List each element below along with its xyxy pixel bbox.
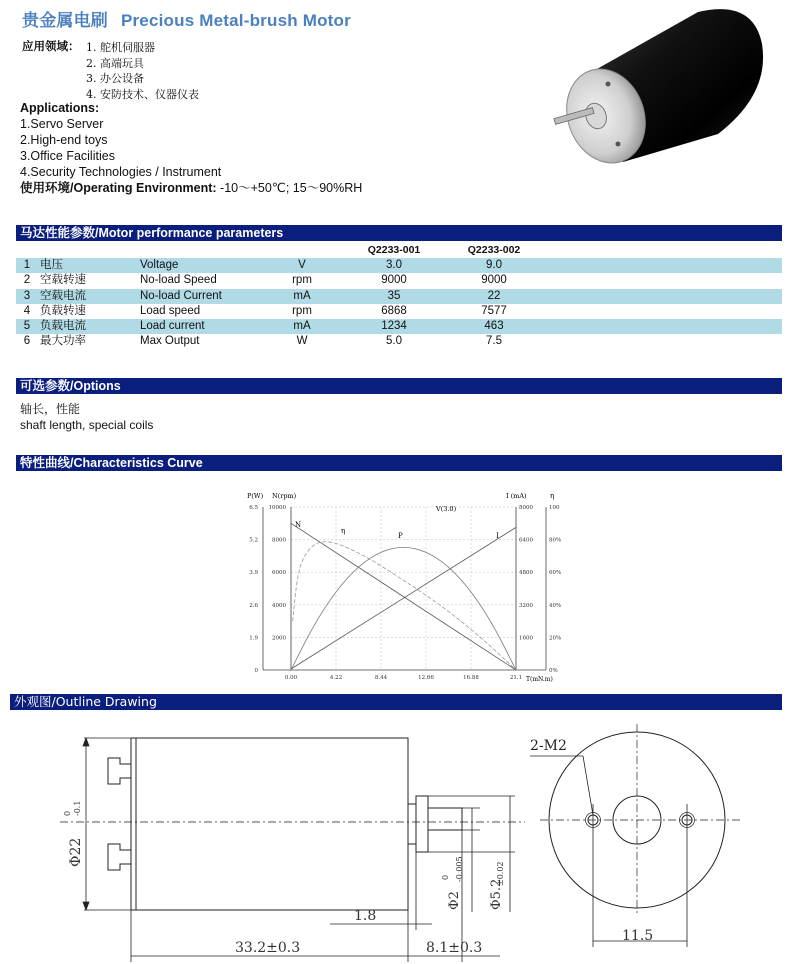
tick-label-n: 10000 <box>268 505 286 511</box>
mount-hole-icon <box>606 82 611 87</box>
row-name-en: No-load Current <box>140 289 260 304</box>
row-value-002: 7577 <box>481 304 507 317</box>
tick-label-p: 5.2 <box>249 537 258 544</box>
row-name-cn: 空载转速 <box>40 274 86 287</box>
row-number: 3 <box>16 289 38 304</box>
tick-label-n: 4000 <box>272 602 286 609</box>
dim-1-8: 1.8 <box>354 908 377 924</box>
row-value-002: 22 <box>444 289 544 304</box>
row-value-002: 463 <box>444 319 544 334</box>
row-value-001: 1234 <box>344 319 444 334</box>
dim-shaft-len: 8.1±0.3 <box>426 940 483 956</box>
row-name-en: Load current <box>140 319 260 334</box>
tick-label-i: 4800 <box>519 570 533 577</box>
tick-label-i: 1600 <box>519 635 533 642</box>
tick-label-n: 2000 <box>272 635 286 642</box>
curve-label-p: P <box>398 532 403 540</box>
tick-label-eta: 40% <box>549 602 562 609</box>
axis-label-n: N(rpm) <box>272 492 297 500</box>
tick-label-eta: 80% <box>549 537 562 544</box>
curve-note: V(3.0) <box>436 505 457 513</box>
axis-label-p: P(W) <box>247 492 264 500</box>
outline-drawing <box>0 712 804 964</box>
axis-label-t: T(mN.m) <box>526 676 553 683</box>
list-item: 2.High-end toys <box>20 133 108 147</box>
title-en: Precious Metal-brush Motor <box>120 11 351 30</box>
chart-series <box>291 523 516 670</box>
tick-label-n: 6000 <box>272 570 286 577</box>
options-line-cn: 轴长，性能 <box>20 402 81 416</box>
table-row <box>16 289 782 304</box>
row-number: 2 <box>23 274 31 287</box>
series-line-p <box>291 547 516 670</box>
row-unit: mA <box>260 319 344 334</box>
dimension-lines <box>83 738 515 962</box>
dim-length: 33.2±0.3 <box>235 940 301 956</box>
tick-label-eta: 20% <box>549 635 562 642</box>
operating-environment <box>20 180 362 196</box>
mount-hole-icon <box>616 142 621 147</box>
applications-cn-label: 应用领域： <box>22 41 80 53</box>
row-name-en: No-load Speed <box>140 274 217 287</box>
curve-label-eta: η <box>341 527 346 535</box>
options-text <box>20 401 153 433</box>
dim-hole-label: 2-M2 <box>530 738 567 754</box>
row-value-001: 5.0 <box>386 335 402 348</box>
tick-label-t: 8.44 <box>374 675 388 681</box>
tick-label-t: 4.22 <box>329 675 343 681</box>
list-item: 4.Security Technologies / Instrument <box>20 165 222 179</box>
dim-diameter-tol-top: 0 <box>63 810 72 816</box>
row-unit: V <box>260 258 344 273</box>
list-item: 1. 舵机伺服器 <box>86 41 155 54</box>
tick-label-p: 1.9 <box>249 635 258 642</box>
motor-side-view <box>60 738 525 910</box>
row-name-cn: 空载电流 <box>38 289 140 304</box>
curve-label-n: N <box>295 521 302 529</box>
table-header-row <box>16 243 782 258</box>
section-bar-performance <box>16 225 782 241</box>
section-bar-outline <box>10 694 782 710</box>
performance-table <box>16 243 782 349</box>
row-unit: W <box>296 335 308 348</box>
row-number: 4 <box>23 304 31 317</box>
section-bar-options <box>16 378 782 394</box>
list-item: 2. 高端玩具 <box>86 56 144 70</box>
row-name-cn: 负载转速 <box>40 304 86 317</box>
dim-diameter-tol-bot: -0.1 <box>73 800 82 816</box>
tick-label-p: 6.5 <box>249 505 258 511</box>
row-name-cn: 负载电流 <box>38 319 140 334</box>
dim-shaft-dia: Φ2 <box>447 891 462 910</box>
row-number: 5 <box>16 319 38 334</box>
dim-boss-dia: Φ5.2 <box>489 878 504 910</box>
applications-en <box>20 100 362 196</box>
column-header: Q2233-002 <box>467 244 521 257</box>
list-item: 1.Servo Server <box>20 117 104 131</box>
table-row <box>16 304 782 319</box>
chart-ticks <box>249 505 561 681</box>
applications-cn-list <box>86 40 199 102</box>
row-unit: rpm <box>292 304 312 317</box>
row-value-002: 9.0 <box>444 258 544 273</box>
tick-label-eta: 60% <box>549 570 562 577</box>
dim-shaft-tol-top: 0 <box>441 874 450 880</box>
tick-label-p: 2.6 <box>249 602 258 609</box>
tick-label-t: 12.66 <box>418 675 434 681</box>
row-name-cn: 电压 <box>38 258 140 273</box>
row-name-cn: 最大功率 <box>40 335 86 348</box>
tick-label-t: 21.1 <box>509 675 523 681</box>
row-name-en: Load speed <box>140 304 201 317</box>
row-unit: mA <box>260 289 344 304</box>
row-value-001: 3.0 <box>344 258 444 273</box>
tick-label-n: 8000 <box>272 537 286 544</box>
title-cn: 贵金属电刷 <box>22 11 108 31</box>
list-item: 3.Office Facilities <box>20 149 115 163</box>
row-name-en: Voltage <box>140 258 260 273</box>
column-header: Q2233-001 <box>367 244 421 257</box>
row-value-002: 9000 <box>481 274 507 287</box>
list-item: 3. 办公设备 <box>86 72 144 85</box>
list-item: 4. 安防技术、仪器仪表 <box>86 87 199 101</box>
applications-en-label: Applications: <box>20 101 100 115</box>
motor-photo <box>548 4 772 176</box>
row-number: 1 <box>16 258 38 273</box>
tick-label-t: 0.00 <box>284 675 298 681</box>
page-title <box>22 6 351 31</box>
table-row <box>16 319 782 334</box>
dim-shaft-tol-bot: -0.005 <box>455 856 464 882</box>
dim-diameter: Φ22 <box>68 837 84 867</box>
performance-section-title: 马达性能参数/Motor performance parameters <box>20 226 284 240</box>
motor-front-view <box>530 724 740 947</box>
dim-boss-tol: ±0.02 <box>496 861 505 886</box>
applications-cn <box>22 40 199 101</box>
axis-label-eta: η <box>550 492 555 500</box>
chart-grid <box>291 507 516 670</box>
table-row <box>16 258 782 273</box>
row-name-en: Max Output <box>140 335 200 348</box>
curve-section-title: 特性曲线/Characteristics Curve <box>20 456 203 470</box>
tick-label-i: 3200 <box>519 602 533 609</box>
tick-label-p: 0 <box>254 668 258 674</box>
tick-label-i: 8000 <box>519 505 533 511</box>
tick-label-p: 3.9 <box>249 570 258 577</box>
table-row <box>16 334 782 349</box>
row-number: 6 <box>23 335 31 348</box>
options-line-en: shaft length, special coils <box>20 418 154 432</box>
dim-hole-spacing: 11.5 <box>622 928 654 944</box>
environment-value: -10～+50℃; 15～90%RH <box>220 181 363 195</box>
environment-label: 使用环境/Operating Environment: <box>20 181 217 195</box>
table-row <box>16 273 782 288</box>
characteristics-chart <box>228 487 588 687</box>
axis-label-i: I (mA) <box>506 492 527 500</box>
section-bar-curve <box>16 455 782 471</box>
row-value-001: 9000 <box>381 274 407 287</box>
curve-label-i: I <box>496 532 499 540</box>
tick-label-t: 16.88 <box>463 675 479 681</box>
row-value-001: 6868 <box>381 304 407 317</box>
outline-section-title: 外观图/Outline Drawing <box>14 694 157 709</box>
tick-label-eta: 0% <box>549 668 558 674</box>
tick-label-i: 6400 <box>519 537 533 544</box>
row-unit: rpm <box>292 274 312 287</box>
options-section-title: 可选参数/Options <box>20 379 121 393</box>
row-value-002: 7.5 <box>486 335 502 348</box>
row-value-001: 35 <box>344 289 444 304</box>
tick-label-eta: 100 <box>549 505 560 511</box>
